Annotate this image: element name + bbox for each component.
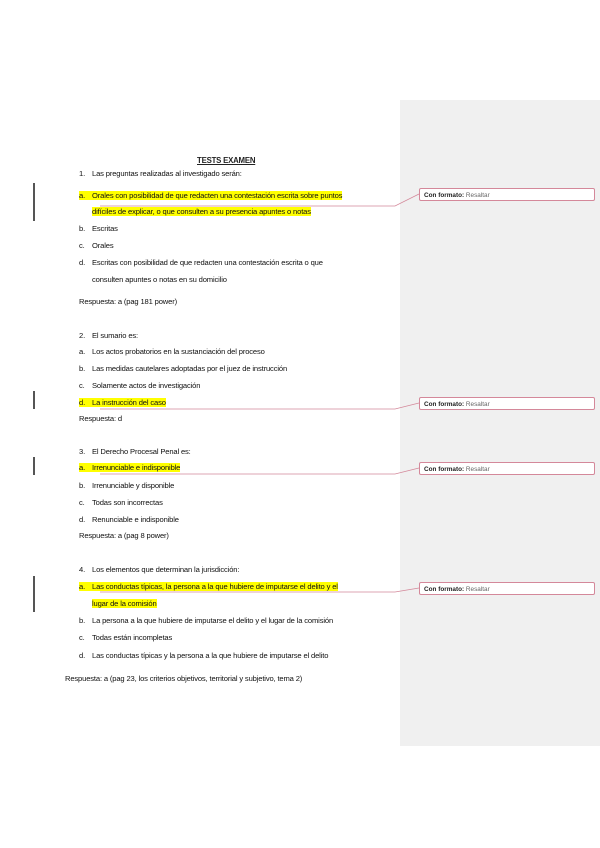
option-1c: c. Orales (79, 241, 114, 250)
question-1: 1. Las preguntas realizadas al investigado serán: (79, 169, 242, 178)
option-3b: b. Irrenunciable y disponible (79, 481, 175, 490)
option-1d-cont: consulten apuntes o notas en su domicilio (92, 275, 227, 284)
option-3d: d. Renunciable e indisponible (79, 515, 179, 524)
option-3c: c. Todas son incorrectas (79, 498, 163, 507)
option-1a-cont: difíciles de explicar, o que consulten a su presencia apuntes o notas (92, 207, 311, 216)
option-1d: d. Escritas con posibilidad de que redacten una contestación escrita o que (79, 258, 323, 267)
option-4a-cont: lugar de la comisión (92, 599, 157, 608)
option-3a: a. Irrenunciable e indisponible (79, 463, 181, 472)
answer-1: Respuesta: a (pag 181 power) (79, 297, 177, 306)
question-4: 4. Los elementos que determinan la jurisdicción: (79, 565, 240, 574)
option-4a: a. Las conductas típicas, la persona a la que hubiere de imputarse el delito y el (79, 582, 338, 591)
comment-balloon[interactable]: Con formato: Resaltar (419, 462, 595, 475)
option-1b: b. Escritas (79, 224, 118, 233)
option-2a: a. Los actos probatorios en la sustanciación del proceso (79, 347, 265, 356)
option-1a: a. Orales con posibilidad de que redacten una contestación escrita sobre puntos (79, 191, 343, 200)
comment-balloon[interactable]: Con formato: Resaltar (419, 582, 595, 595)
option-4b: b. La persona a la que hubiere de imputarse el delito y el lugar de la comisión (79, 616, 334, 625)
document-title: TESTS EXAMEN (197, 156, 256, 165)
option-2d: d. La instrucción del caso (79, 398, 166, 407)
question-2: 2. El sumario es: (79, 331, 139, 340)
answer-4: Respuesta: a (pag 23, los criterios objetivos, territorial y subjetivo, tema 2) (65, 674, 303, 683)
option-2c: c. Solamente actos de investigación (79, 381, 201, 390)
option-2b: b. Las medidas cautelares adoptadas por el juez de instrucción (79, 364, 288, 373)
answer-3: Respuesta: a (pag 8 power) (79, 531, 169, 540)
comment-balloon[interactable]: Con formato: Resaltar (419, 188, 595, 201)
answer-2: Respuesta: d (79, 414, 122, 423)
question-3: 3. El Derecho Procesal Penal es: (79, 447, 191, 456)
option-4d: d. Las conductas típicas y la persona a la que hubiere de imputarse el delito (79, 651, 329, 660)
option-4c: c. Todas están incompletas (79, 633, 173, 642)
comment-balloon[interactable]: Con formato: Resaltar (419, 397, 595, 410)
